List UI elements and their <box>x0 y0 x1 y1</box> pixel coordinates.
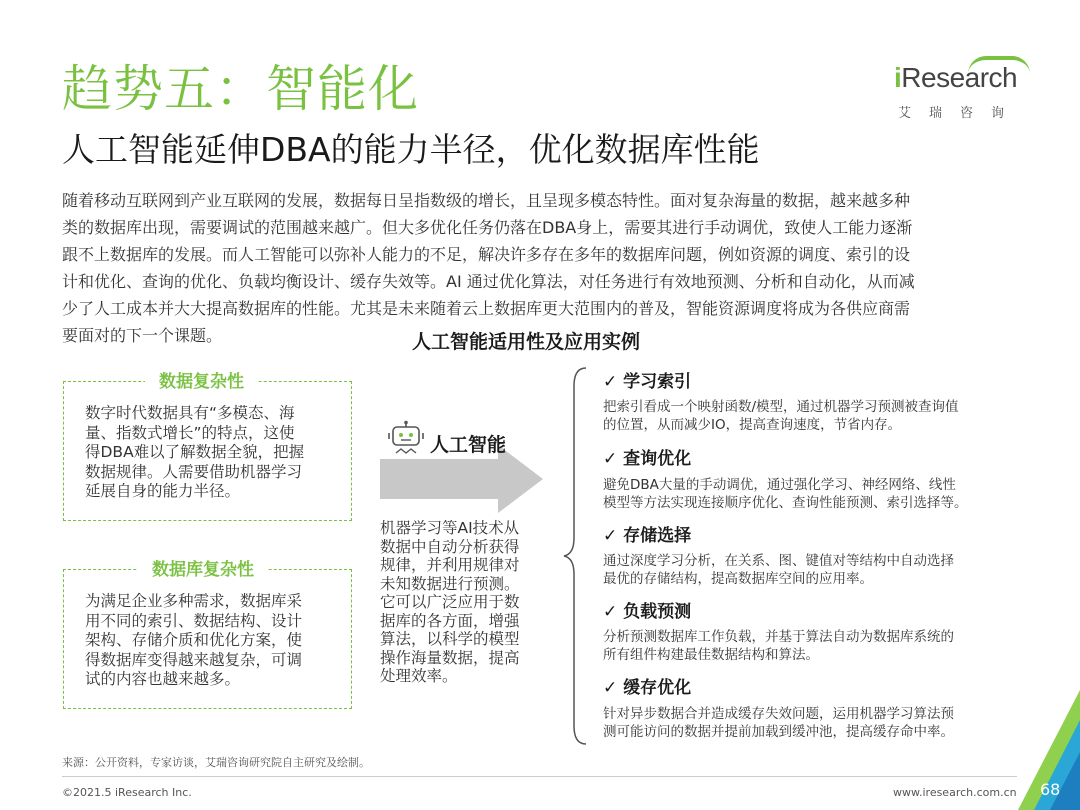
item-title: ✓ 学习索引 <box>603 372 692 392</box>
item-desc: 分析预测数据库工作负载，并基于算法自动为数据库系统的 所有组件构建最佳数据结构和算法。 <box>603 629 954 663</box>
iresearch-logo <box>890 62 1030 122</box>
item-title: ✓ 负载预测 <box>603 602 692 622</box>
diagram-title: 人工智能适用性及应用实例 <box>412 331 641 353</box>
footer-divider <box>62 776 1017 777</box>
ai-label: 人工智能 <box>430 434 507 456</box>
source-note: 来源：公开资料，专家访谈，艾瑞咨询研究院自主研究及绘制。 <box>62 756 370 769</box>
database-complexity-text: 为满足企业多种需求，数据库采 用不同的索引、数据结构、设计 架构、存储介质和优化方案，使 得数据库变得越来越复杂，可调 试的内容也越来越多。 <box>85 592 303 688</box>
logo-brand: Research <box>901 62 1018 93</box>
data-complexity-text: 数字时代数据具有“多模态、海 量、指数式增长”的特点，这使 得DBA难以了解数据全貌，把握 数据规律。人需要借助机器学习 延展自身的能力半径。 <box>85 404 305 500</box>
intro-paragraph <box>62 187 1024 349</box>
item-desc: 通过深度学习分析，在关系、图、键值对等结构中自动选择 最优的存储结构，提高数据库空间的应用率。 <box>603 553 954 587</box>
robot-icon <box>388 420 424 458</box>
intro-line: 计和优化、查询的优化、负载均衡设计、缓存失效等。AI 通过优化算法，对任务进行有效地预测、分析和自动化，从而减 <box>62 272 915 291</box>
brace-icon <box>560 366 590 746</box>
item-desc: 把索引看成一个映射函数/模型，通过机器学习预测被查询值 的位置，从而减少IO，提高查询速度，节省内存。 <box>603 399 959 433</box>
intro-line: 类的数据库出现，需要调试的范围越来越广。但大多优化任务仍落在DBA身上，需要其进行手动调优，致使人工能力逐渐 <box>62 218 913 237</box>
item-desc: 避免DBA大量的手动调优，通过强化学习、神经网络、线性 模型等方法实现连接顺序优化、查询性能预测、索引选择等。 <box>603 477 968 511</box>
item-title: ✓ 存储选择 <box>603 526 692 546</box>
page-subtitle: 人工智能延伸DBA的能力半径，优化数据库性能 <box>62 130 760 169</box>
intro-line: 跟不上数据库的发展。而人工智能可以弥补人能力的不足，解决许多存在多年的数据库问题，例如资源的调度、索引的设 <box>62 245 911 264</box>
page-number: 68 <box>1040 780 1061 799</box>
intro-line: 随着移动互联网到产业互联网的发展，数据每日呈指数级的增长，且呈现多模态特性。面对复杂海量的数据，越来越多种 <box>62 191 911 210</box>
page-title: 趋势五：智能化 <box>62 60 419 118</box>
item-desc: 针对异步数据合并造成缓存失效问题，运用机器学习算法预 测可能访问的数据并提前加载到缓冲池，提高缓存命中率。 <box>603 706 954 740</box>
intro-line: 要面对的下一个课题。 <box>62 326 223 345</box>
logo-cn: 艾瑞咨询 <box>898 106 1023 121</box>
intro-line: 少了人工成本并大大提高数据库的性能。尤其是未来随着云上数据库更大范围内的普及，智能资源调度将成为各供应商需 <box>62 299 911 318</box>
website-link[interactable]: www.iresearch.com.cn <box>893 786 1017 799</box>
logo-i: i <box>894 62 902 93</box>
ai-description: 机器学习等AI技术从 数据中自动分析获得 规律，并利用规律对 未知数据进行预测。 它可以广泛应用于数 据库的各方面，增强 算法，以科学的模型 操作海量数据，提高 处理效率。 <box>380 519 520 685</box>
database-complexity-label: 数据库复杂性 <box>138 560 268 580</box>
copyright: ©2021.5 iResearch Inc. <box>62 786 192 799</box>
item-title: ✓ 查询优化 <box>603 449 692 469</box>
data-complexity-label: 数据复杂性 <box>145 372 258 392</box>
item-title: ✓ 缓存优化 <box>603 678 692 698</box>
